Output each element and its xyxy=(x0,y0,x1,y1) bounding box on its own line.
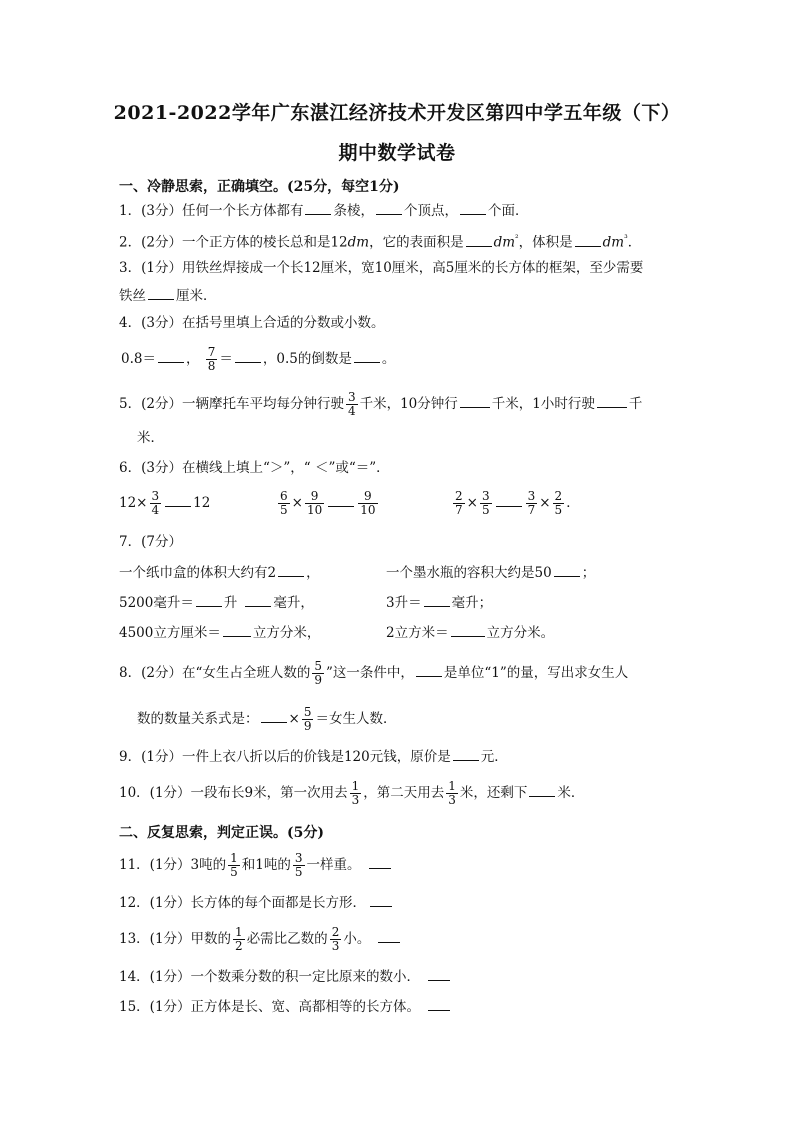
answer-blank[interactable] xyxy=(575,232,601,247)
question-8-line2: 数的数量关系式是： × $\frac{5}{9}$ ＝女生人数． xyxy=(137,705,397,733)
question-7-row3-right: 2立方米＝ 立方分米。 xyxy=(386,622,554,643)
answer-blank[interactable] xyxy=(354,348,380,363)
answer-blank[interactable] xyxy=(278,562,304,577)
exam-title-line2: 期中数学试卷 xyxy=(338,142,456,164)
fraction: $\frac{3}{7}$ xyxy=(527,489,536,517)
answer-blank[interactable] xyxy=(235,348,261,363)
question-1: 1．(3分）任何一个长方体都有 条棱， 个顶点， 个面． xyxy=(119,200,528,221)
fraction: $\frac{9}{10}$ xyxy=(306,489,323,517)
answer-blank[interactable] xyxy=(378,928,400,943)
fraction: $\frac{1}{3}$ xyxy=(351,779,360,807)
fraction: $\frac{3}{5}$ xyxy=(481,489,490,517)
question-8: 8．(2分）在“女生占全班人数的 $\frac{5}{9}$ ”这一条件中， 是单位“1”的量，写出求女生人 xyxy=(119,659,629,687)
answer-blank[interactable] xyxy=(466,232,492,247)
question-7-row1-right: 一个墨水瓶的容积大约是50 ； xyxy=(386,562,595,583)
section2-heading: 二、反复思索，判定正误。(5分) xyxy=(119,825,324,841)
fraction: $\frac{2}{3}$ xyxy=(331,925,340,953)
fraction: $\frac{2}{7}$ xyxy=(455,489,463,517)
answer-blank[interactable] xyxy=(453,746,479,761)
answer-blank[interactable] xyxy=(460,393,490,408)
question-7-row3-left: 4500立方厘米＝ 立方分米， xyxy=(119,622,320,643)
answer-blank[interactable] xyxy=(369,854,391,869)
question-6-expr1: 12× $\frac{3}{4}$ 12 xyxy=(119,489,211,517)
exam-title-line1: 2021-2022学年广东湛江经济技术开发区第四中学五年级（下） xyxy=(113,102,681,124)
fraction: $\frac{5}{9}$ xyxy=(314,659,322,687)
fraction: $\frac{3}{4}$ xyxy=(347,390,356,418)
answer-blank[interactable] xyxy=(554,562,580,577)
fraction: $\frac{1}{2}$ xyxy=(235,925,243,953)
fraction: $\frac{5}{9}$ xyxy=(303,705,312,733)
fraction: $\frac{1}{5}$ xyxy=(230,851,238,879)
question-5-line2: 米． xyxy=(137,430,164,446)
answer-blank[interactable] xyxy=(305,200,331,215)
answer-blank[interactable] xyxy=(245,592,271,607)
answer-blank[interactable] xyxy=(496,492,522,507)
question-2: 2．(2分）一个正方体的棱长总和是12dm，它的表面积是 $dm^{^2}$，体积是 $dm^{^3}$． xyxy=(119,229,641,253)
answer-blank[interactable] xyxy=(597,393,627,408)
answer-blank[interactable] xyxy=(261,708,287,723)
section1-heading: 一、冷静思索，正确填空。(25分，每空1分) xyxy=(119,179,400,195)
answer-blank[interactable] xyxy=(158,348,184,363)
question-6: 6．(3分）在横线上填上“＞”，“ ＜”或“＝”． xyxy=(119,460,390,476)
question-5: 5．(2分）一辆摩托车平均每分钟行驶 $\frac{3}{4}$ 千米，10分钟行 千米，1小时行驶 千 xyxy=(119,390,643,418)
answer-blank[interactable] xyxy=(428,996,450,1011)
question-6-expr2: $\frac{6}{5}$ × $\frac{9}{10}$ $\frac{9}{10}$ xyxy=(280,489,376,517)
answer-blank[interactable] xyxy=(148,285,174,300)
fraction: $\frac{3}{4}$ xyxy=(151,489,160,517)
answer-blank[interactable] xyxy=(376,200,402,215)
question-12: 12．(1分）长方体的每个面都是长方形． xyxy=(119,892,394,913)
answer-blank[interactable] xyxy=(328,492,354,507)
question-4: 4．(3分）在括号里填上合适的分数或小数。 xyxy=(119,315,385,331)
question-13: 13．(1分）甲数的 $\frac{1}{2}$ 必需比乙数的 $\frac{2}{3}$ 小。 xyxy=(119,926,402,953)
question-11: 11．(1分）3吨的 $\frac{1}{5}$ 和1吨的 $\frac{3}{5}$ 一样重。 xyxy=(119,852,393,879)
answer-blank[interactable] xyxy=(223,622,251,637)
question-4-line2: 0.8＝ ， $\frac{7}{8}$ ＝ ，0.5的倒数是 。 xyxy=(121,345,396,373)
question-14: 14．(1分）一个数乘分数的积一定比原来的数小． xyxy=(119,966,452,987)
answer-blank[interactable] xyxy=(460,200,486,215)
fraction: $\frac{9}{10}$ xyxy=(360,489,376,517)
fraction: $\frac{6}{5}$ xyxy=(280,489,288,517)
question-7-row1-left: 一个纸巾盒的体积大约有2 ， xyxy=(119,562,320,583)
question-10: 10．(1分）一段布长9米，第一次用去 $\frac{1}{3}$ ，第二天用去 $\frac{1}{3}$ 米，还剩下 米． xyxy=(119,779,585,807)
answer-blank[interactable] xyxy=(416,662,442,677)
answer-blank[interactable] xyxy=(424,592,450,607)
question-7-row2-right: 3升＝ 毫升； xyxy=(386,592,492,613)
question-15: 15．(1分）正方体是长、宽、高都相等的长方体。 xyxy=(119,996,452,1017)
question-3-line2: 铁丝 厘米． xyxy=(119,285,217,306)
fraction: $\frac{3}{5}$ xyxy=(294,851,303,879)
question-7-row2-left: 5200毫升＝ 升 毫升， xyxy=(119,592,314,613)
answer-blank[interactable] xyxy=(451,622,485,637)
answer-blank[interactable] xyxy=(165,492,191,507)
answer-blank[interactable] xyxy=(196,592,222,607)
question-7: 7．(7分） xyxy=(119,534,182,550)
answer-blank[interactable] xyxy=(529,782,555,797)
fraction: $\frac{2}{5}$ xyxy=(554,489,563,517)
fraction: $\frac{1}{3}$ xyxy=(448,779,456,807)
answer-blank[interactable] xyxy=(370,892,392,907)
fraction: $\frac{7}{8}$ xyxy=(207,345,216,373)
question-9: 9．(1分）一件上衣八折以后的价钱是120元钱，原价是 元． xyxy=(119,746,508,767)
question-3: 3．(1分）用铁丝焊接成一个长12厘米，宽10厘米，高5厘米的长方体的框架，至少需要 xyxy=(119,260,644,276)
question-6-expr3: $\frac{2}{7}$ × $\frac{3}{5}$ $\frac{3}{7}$ × $\frac{2}{5}$ ． xyxy=(455,489,580,517)
answer-blank[interactable] xyxy=(428,966,450,981)
